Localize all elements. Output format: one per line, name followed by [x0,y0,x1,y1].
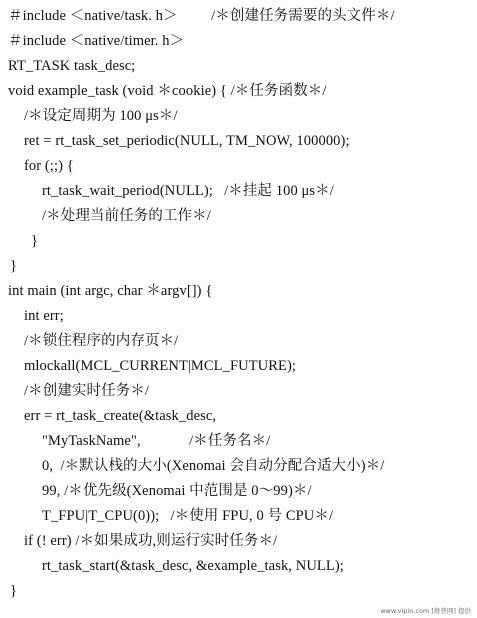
code-line: mlockall(MCL_CURRENT|MCL_FUTURE); [24,358,297,374]
code-line: ＃include ＜native/timer. h＞ [8,33,185,49]
code-line: /＊处理当前任务的工作＊/ [42,208,211,224]
code-line: RT_TASK task_desc; [8,58,136,74]
code-line: 0, /＊默认栈的大小(Xenomai 会自动分配合适大小)＊/ [42,458,385,474]
code-line: void example_task (void ＊cookie) { /＊任务函数＊/ [8,83,327,99]
watermark: www.vipin.com [维普网] 提供 [380,607,471,615]
code-line: for (;;) { [24,158,74,174]
code-line: ret = rt_task_set_periodic(NULL, TM_NOW, 100000); [24,133,350,149]
code-line: T_FPU|T_CPU(0)); /＊使用 FPU, 0 号 CPU＊/ [42,508,334,524]
code-line: "MyTaskName", /＊任务名＊/ [42,433,271,449]
code-line: rt_task_wait_period(NULL); /＊挂起 100 μs＊/ [42,183,334,199]
code-line: /＊设定周期为 100 μs＊/ [24,108,178,124]
code-line: int main (int argc, char ＊argv[]) { [8,283,213,299]
code-line: 99, /＊优先级(Xenomai 中范围是 0～99)＊/ [42,483,312,499]
code-line: /＊创建实时任务＊/ [24,383,150,399]
code-line: rt_task_start(&task_desc, &example_task, NULL); [42,558,344,574]
code-line: ＃include ＜native/task. h＞ /＊创建任务需要的头文件＊/ [8,8,395,24]
code-line: } [10,258,18,274]
code-line: int err; [24,308,64,324]
code-line: if (! err) /＊如果成功,则运行实时任务＊/ [24,533,278,549]
code-line: } [31,233,39,249]
code-line: /＊锁住程序的内存页＊/ [24,333,179,349]
code-line: } [10,583,18,599]
code-line: err = rt_task_create(&task_desc, [24,408,217,424]
